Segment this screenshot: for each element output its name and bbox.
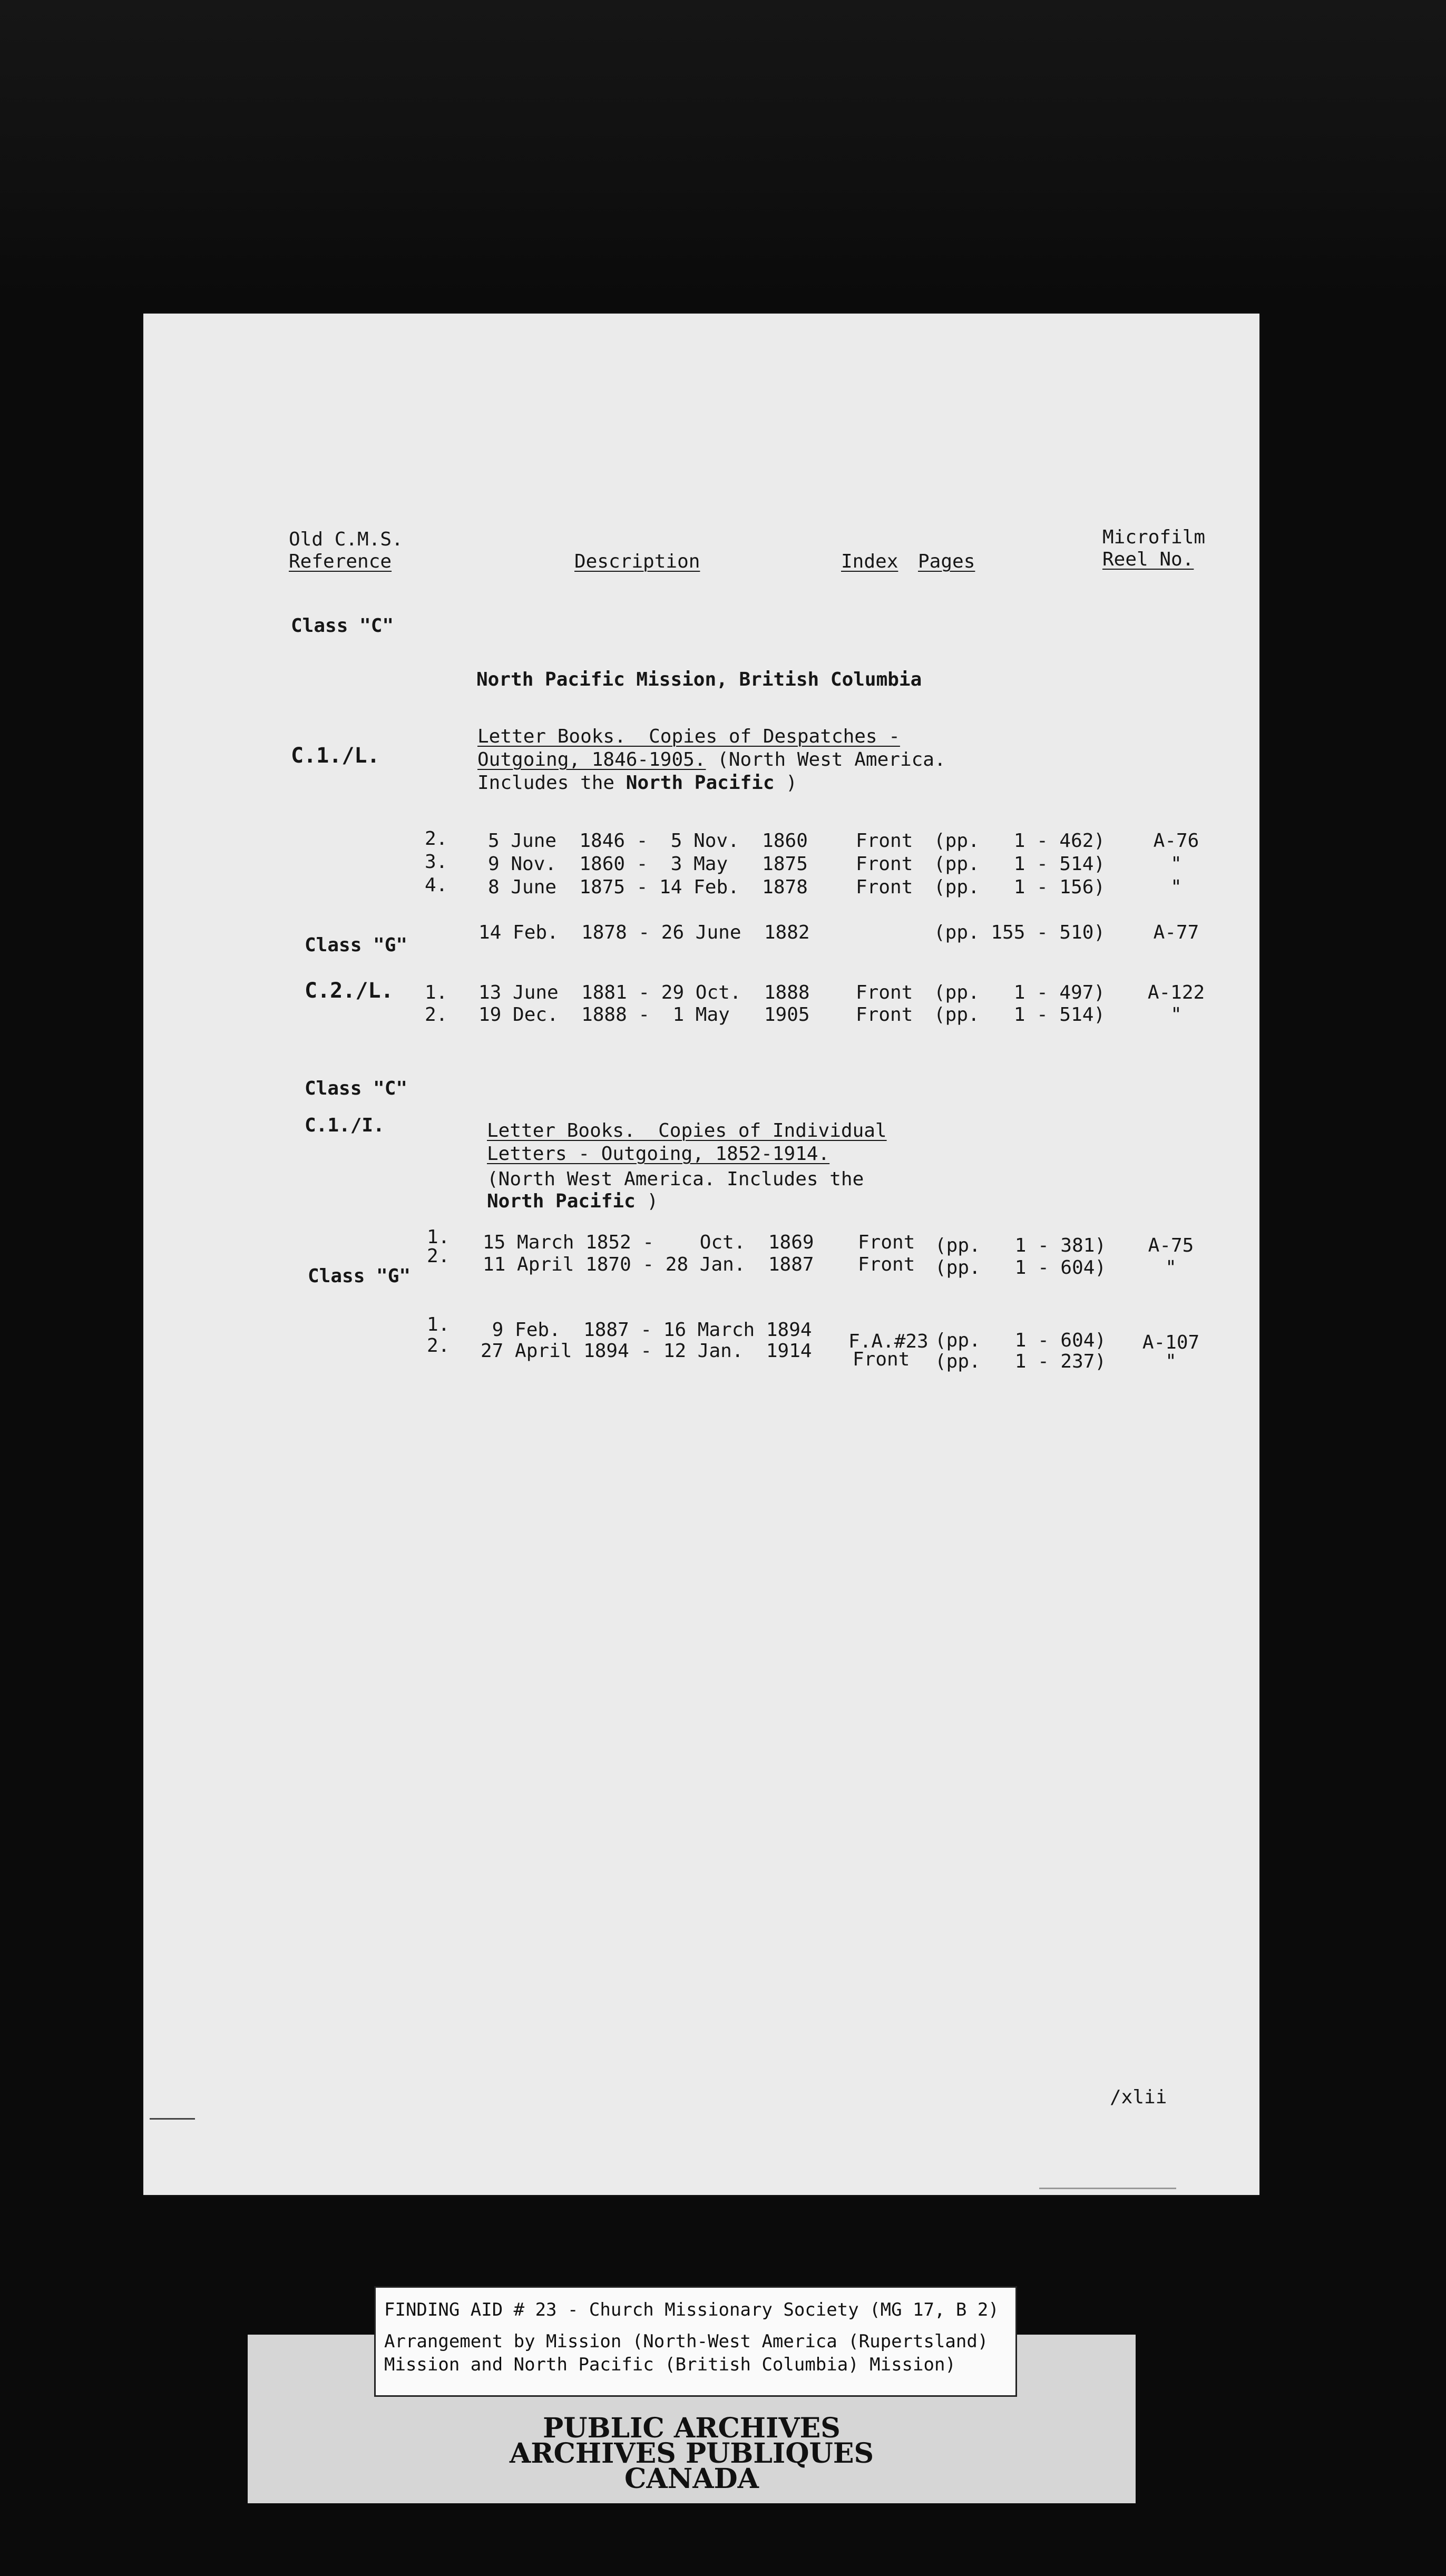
row-dates: 14 Feb. 1878 - 26 June 1882 xyxy=(478,922,810,943)
description-line: Letter Books. Copies of Despatches - xyxy=(477,726,900,747)
row-number: 2. xyxy=(425,1004,448,1026)
row-index: Front xyxy=(853,1349,910,1370)
row-index: Front xyxy=(856,876,913,898)
row-number: 2. xyxy=(425,828,448,850)
row-dates: 9 Nov. 1860 - 3 May 1875 xyxy=(488,853,808,875)
row-number: 1. xyxy=(427,1226,450,1248)
header-index: Index xyxy=(841,551,898,572)
description-line: (North West America. Includes the xyxy=(487,1168,864,1190)
row-pages: (pp. 1 - 497) xyxy=(934,982,1106,1003)
description-suffix: ) xyxy=(774,772,797,794)
description-line: Letters - Outgoing, 1852-1914. xyxy=(487,1143,830,1165)
row-pages: (pp. 1 - 156) xyxy=(934,876,1106,898)
class-c-label: Class "C" xyxy=(291,615,394,637)
description-line xyxy=(477,772,797,794)
row-number: 2. xyxy=(427,1245,450,1267)
finding-aid-line: Mission and North Pacific (British Columbia) Mission) xyxy=(384,2354,956,2375)
finding-aid-line: FINDING AID # 23 - Church Missionary Society (MG 17, B 2) xyxy=(384,2299,999,2320)
row-pages: (pp. 1 - 514) xyxy=(934,853,1106,875)
header-reference-line1: Old C.M.S. xyxy=(289,529,403,550)
header-reel-line1: Microfilm xyxy=(1102,526,1206,548)
stamp-line: PUBLIC ARCHIVES xyxy=(543,2412,841,2444)
description-rest: (North West America. xyxy=(706,749,946,770)
mission-title: North Pacific Mission, British Columbia xyxy=(476,669,922,690)
row-index: F.A.#23 xyxy=(848,1331,929,1352)
reference-c1-l: C.1./L. xyxy=(291,744,380,768)
row-index: Front xyxy=(856,853,913,875)
description-line: Letter Books. Copies of Individual xyxy=(487,1120,887,1141)
description-line xyxy=(487,1191,658,1213)
finding-aid-line: Arrangement by Mission (North-West America (Rupertsland) xyxy=(384,2331,989,2352)
document-page xyxy=(143,314,1259,2195)
description-underlined: Outgoing, 1846-1905. xyxy=(477,749,706,770)
row-dates: 8 June 1875 - 14 Feb. 1878 xyxy=(488,876,808,898)
row-reel: A-76 xyxy=(1153,830,1199,852)
row-dates: 27 April 1894 - 12 Jan. 1914 xyxy=(481,1340,812,1362)
header-reel-line2: Reel No. xyxy=(1102,549,1194,570)
row-index: Front xyxy=(856,982,913,1003)
row-pages: (pp. 1 - 381) xyxy=(935,1235,1107,1256)
description-bold: North Pacific xyxy=(626,772,775,794)
stamp-line: ARCHIVES PUBLIQUES xyxy=(509,2437,874,2470)
row-pages: (pp. 1 - 604) xyxy=(935,1257,1107,1279)
row-reel: A-107 xyxy=(1142,1332,1200,1353)
row-pages: (pp. 1 - 462) xyxy=(934,830,1106,852)
row-reel: A-77 xyxy=(1153,922,1199,943)
row-dates: 11 April 1870 - 28 Jan. 1887 xyxy=(483,1254,814,1275)
header-reference-line2: Reference xyxy=(289,551,392,572)
row-number: 2. xyxy=(427,1335,450,1357)
row-index: Front xyxy=(858,1254,915,1275)
row-reel: " xyxy=(1165,1351,1177,1372)
header-description: Description xyxy=(574,551,700,572)
row-number: 4. xyxy=(425,874,448,896)
scan-mark xyxy=(150,2118,195,2120)
class-c-label: Class "C" xyxy=(305,1078,408,1099)
row-pages: (pp. 1 - 237) xyxy=(935,1351,1107,1372)
row-index: Front xyxy=(858,1232,915,1253)
row-dates: 19 Dec. 1888 - 1 May 1905 xyxy=(478,1004,810,1026)
film-border xyxy=(0,0,1446,295)
reference-c1-i: C.1./I. xyxy=(305,1115,385,1136)
row-number: 1. xyxy=(425,982,448,1003)
description-suffix: ) xyxy=(635,1191,659,1212)
row-pages: (pp. 1 - 514) xyxy=(934,1004,1106,1026)
class-g-label: Class "G" xyxy=(305,934,408,956)
row-reel: " xyxy=(1170,876,1182,898)
row-pages: (pp. 155 - 510) xyxy=(934,922,1106,943)
row-dates: 5 June 1846 - 5 Nov. 1860 xyxy=(488,830,808,852)
finding-aid-label xyxy=(374,2286,1017,2397)
row-index: Front xyxy=(856,1004,913,1026)
scan-mark xyxy=(1039,2188,1176,2189)
page-number: /xlii xyxy=(1110,2086,1167,2108)
description-line xyxy=(477,749,946,771)
row-number: 1. xyxy=(427,1314,450,1335)
row-dates: 15 March 1852 - Oct. 1869 xyxy=(483,1232,814,1253)
row-reel: " xyxy=(1170,853,1182,875)
row-reel: A-75 xyxy=(1148,1235,1194,1256)
row-reel: " xyxy=(1170,1004,1182,1026)
description-bold: North Pacific xyxy=(487,1191,636,1212)
reference-c2-l: C.2./L. xyxy=(305,979,394,1003)
row-reel: " xyxy=(1165,1257,1177,1279)
row-dates: 13 June 1881 - 29 Oct. 1888 xyxy=(478,982,810,1003)
row-reel: A-122 xyxy=(1147,982,1205,1003)
row-index: Front xyxy=(856,830,913,852)
stamp-line: CANADA xyxy=(624,2463,759,2495)
row-pages: (pp. 1 - 604) xyxy=(935,1330,1107,1351)
row-dates: 9 Feb. 1887 - 16 March 1894 xyxy=(481,1319,812,1341)
header-pages: Pages xyxy=(918,551,975,572)
description-prefix: Includes the xyxy=(477,772,626,794)
class-g-label: Class "G" xyxy=(308,1265,411,1287)
row-number: 3. xyxy=(425,851,448,873)
